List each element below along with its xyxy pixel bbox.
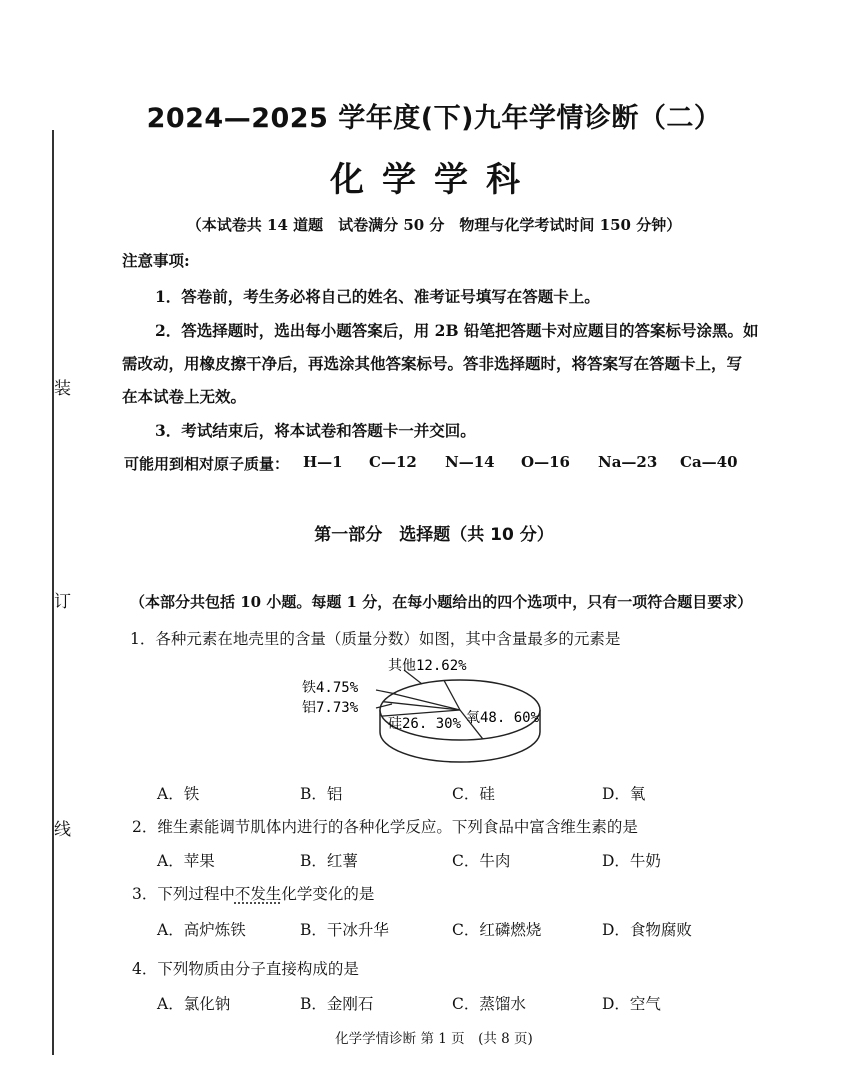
atomic-mass-label: 可能用到相对原子质量： xyxy=(124,455,290,473)
atomic-mass-n: N—14 xyxy=(445,453,495,471)
q1-option-d: D．氧 xyxy=(602,785,646,803)
question-3-stem-pre: 3．下列过程中 xyxy=(132,885,235,903)
q3-option-a: A．高炉炼铁 xyxy=(157,921,246,939)
q4-option-d: D．空气 xyxy=(602,995,661,1013)
section-intro: （本部分共包括 10 小题。每题 1 分，在每小题给出的四个选项中，只有一项符合题目要求） xyxy=(130,593,753,611)
notice-item-2-cont: 需改动，用橡皮擦干净后，再选涂其他答案标号。答非选择题时，将答案写在答题卡上，写 xyxy=(122,354,743,373)
q2-option-b: B．红薯 xyxy=(300,852,358,870)
question-2-stem: 2．维生素能调节肌体内进行的各种化学反应。下列食品中富含维生素的是 xyxy=(132,818,638,836)
q1-option-b: B．铝 xyxy=(300,785,343,803)
q4-option-b: B．金刚石 xyxy=(300,995,374,1013)
q4-option-c: C．蒸馏水 xyxy=(452,995,526,1013)
slice-label-aluminum: 铝7.73% xyxy=(302,700,359,716)
notice-heading: 注意事项: xyxy=(122,251,190,270)
notice-item-2-end: 在本试卷上无效。 xyxy=(122,387,247,406)
atomic-mass-ca: Ca—40 xyxy=(680,453,738,471)
question-3-emphasis: 不发生 xyxy=(234,885,282,903)
subject-title: 化学学科 xyxy=(330,160,538,200)
q2-option-a: A．苹果 xyxy=(157,852,215,870)
notice-item-2: 2．答选择题时，选出每小题答案后，用 2B 铅笔把答题卡对应题目的答案标号涂黑。如 xyxy=(155,321,759,340)
question-3-stem xyxy=(132,882,374,904)
crust-element-pie-chart xyxy=(300,650,560,775)
slice-label-silicon: 硅26. 30% xyxy=(388,716,462,732)
atomic-mass-c: C—12 xyxy=(369,453,417,471)
atomic-mass-o: O—16 xyxy=(521,453,570,471)
q3-option-d: D．食物腐败 xyxy=(602,921,692,939)
q3-option-c: C．红磷燃烧 xyxy=(452,921,542,939)
question-3-stem-post: 化学变化的是 xyxy=(281,885,375,903)
question-4-stem: 4．下列物质由分子直接构成的是 xyxy=(132,960,359,978)
exam-title: 2024—2025 学年度(下)九年学情诊断（二） xyxy=(146,103,722,134)
atomic-mass-na: Na—23 xyxy=(598,453,658,471)
slice-label-other: 其他12.62% xyxy=(388,658,467,674)
slice-label-oxygen: 氧48. 60% xyxy=(466,710,540,726)
notice-item-1: 1．答卷前，考生务必将自己的姓名、准考证号填写在答题卡上。 xyxy=(155,287,600,306)
section-title: 第一部分 选择题（共 10 分） xyxy=(314,525,554,545)
q2-option-c: C．牛肉 xyxy=(452,852,511,870)
q3-option-b: B．干冰升华 xyxy=(300,921,389,939)
binding-mark-zhuang: 装 xyxy=(54,371,71,402)
page-footer: 化学学情诊断 第 1 页 (共 8 页) xyxy=(335,1031,533,1047)
leader-line-iron xyxy=(376,690,396,694)
question-1-stem: 1．各种元素在地壳里的含量（质量分数）如图，其中含量最多的元素是 xyxy=(130,630,621,648)
binding-mark-ding: 订 xyxy=(54,584,71,615)
slice-label-iron: 铁4.75% xyxy=(302,680,359,696)
q2-option-d: D．牛奶 xyxy=(602,852,661,870)
exam-info: （本试卷共 14 道题 试卷满分 50 分 物理与化学考试时间 150 分钟） xyxy=(186,216,682,234)
q1-option-c: C．硅 xyxy=(452,785,495,803)
binding-mark-xian: 线 xyxy=(54,812,71,843)
atomic-mass-h: H—1 xyxy=(303,453,343,471)
q4-option-a: A．氯化钠 xyxy=(157,995,231,1013)
notice-item-3: 3．考试结束后，将本试卷和答题卡一并交回。 xyxy=(155,421,476,440)
q1-option-a: A．铁 xyxy=(157,785,200,803)
